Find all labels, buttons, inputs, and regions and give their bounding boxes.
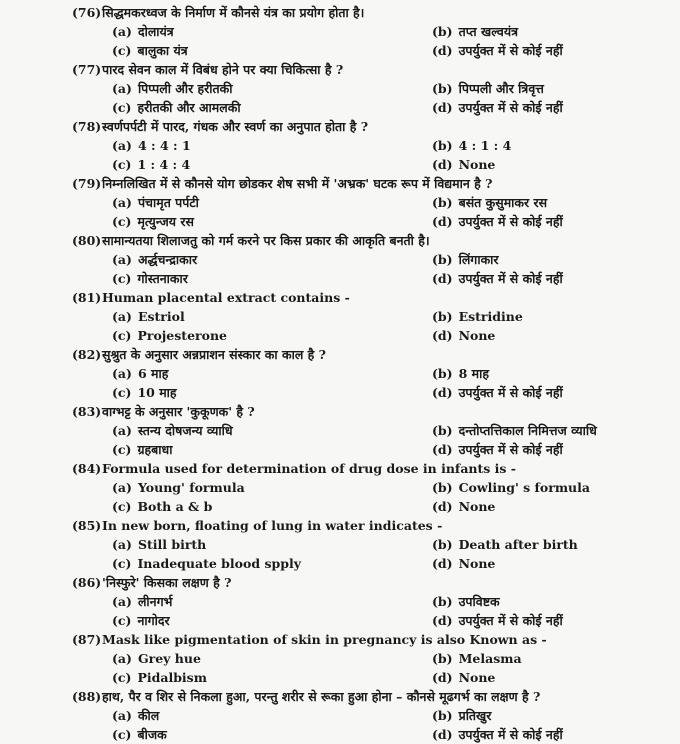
option-a [112, 364, 168, 383]
option-text: मृत्युन्जय रस [137, 214, 194, 229]
option-text: नागोदर [137, 613, 170, 628]
option-row [0, 497, 680, 516]
option-key: (b) [432, 423, 453, 438]
option-text: दन्तोप्तत्तिकाल निमित्तज व्याधि [458, 423, 597, 438]
option-a [112, 592, 172, 611]
question-text: हाथ, पैर व शिर से निकला हुआ, परन्तु शरीर से रूका हुआ होना – कौनसे मूढगर्भ का लक्षण है ? [102, 689, 541, 704]
option-text: उपर्युक्त में से कोई नहीं [458, 442, 563, 457]
option-c [112, 440, 172, 459]
option-key: (d) [432, 556, 453, 571]
option-key: (c) [112, 670, 132, 685]
option-d [432, 383, 563, 402]
option-d [432, 212, 563, 231]
question-stem [0, 288, 680, 307]
question-stem [0, 516, 680, 535]
question-text: स्वर्णपर्पटी में पारद, गंधक और स्वर्ण का अनुपात होता है ? [102, 119, 369, 134]
option-a [112, 193, 199, 212]
option-c [112, 269, 188, 288]
option-b [432, 250, 499, 269]
option-text: Inadequate blood spply [137, 556, 301, 571]
option-text: Still birth [137, 537, 207, 552]
option-row [0, 592, 680, 611]
option-a [112, 478, 245, 497]
option-row [0, 22, 680, 41]
option-text: कील [137, 708, 160, 723]
option-a [112, 22, 174, 41]
option-row [0, 364, 680, 383]
option-row [0, 668, 680, 687]
option-row [0, 725, 680, 744]
option-d [432, 269, 563, 288]
option-row [0, 383, 680, 402]
option-text: Both a & b [137, 499, 213, 514]
option-key: (d) [432, 100, 453, 115]
option-text: Young' formula [137, 480, 245, 495]
question-stem [0, 573, 680, 592]
option-d [432, 554, 495, 573]
question-stem [0, 117, 680, 136]
option-row [0, 611, 680, 630]
question-stem [0, 3, 680, 22]
option-c [112, 725, 167, 744]
option-b [432, 478, 590, 497]
option-text: उपर्युक्त में से कोई नहीं [458, 100, 563, 115]
question-number: (76) [72, 5, 102, 20]
question-number: (85) [72, 518, 102, 533]
option-d [432, 98, 563, 117]
option-text: None [458, 499, 496, 514]
question-text: पारद सेवन काल में विबंध होने पर क्या चिकित्सा है ? [102, 62, 344, 77]
option-key: (d) [432, 613, 453, 628]
option-b [432, 79, 544, 98]
option-text: पंचामृत पर्पटी [137, 195, 199, 210]
question-text: निम्नलिखित में से कौनसे योग छोडकर शेष सभी में 'अभ्रक' घटक रूप में विद्यमान है ? [102, 176, 493, 191]
question-text: सुश्रुत के अनुसार अन्नप्राशन संस्कार का काल है ? [102, 347, 326, 362]
option-key: (c) [112, 727, 132, 742]
option-key: (c) [112, 271, 132, 286]
option-key: (b) [432, 537, 453, 552]
option-text: उपर्युक्त में से कोई नहीं [458, 727, 563, 742]
option-key: (b) [432, 594, 453, 609]
option-key: (a) [112, 309, 132, 324]
option-row [0, 440, 680, 459]
question-87 [0, 630, 680, 687]
option-text: ग्रहबाधा [137, 442, 173, 457]
option-key: (a) [112, 195, 132, 210]
option-key: (b) [432, 24, 453, 39]
option-key: (b) [432, 81, 453, 96]
question-79 [0, 174, 680, 231]
option-key: (a) [112, 480, 132, 495]
question-77 [0, 60, 680, 117]
option-text: 4 : 4 : 1 [137, 138, 191, 153]
option-row [0, 649, 680, 668]
option-key: (c) [112, 613, 132, 628]
option-key: (b) [432, 708, 453, 723]
option-a [112, 307, 185, 326]
option-c [112, 668, 207, 687]
option-c [112, 554, 301, 573]
option-key: (a) [112, 252, 132, 267]
question-text: सिद्धमकरध्वज के निर्माण में कौनसे यंत्र का प्रयोग होता है। [102, 5, 365, 20]
option-row [0, 554, 680, 573]
question-88 [0, 687, 680, 744]
question-78 [0, 117, 680, 174]
option-b [432, 307, 523, 326]
option-c [112, 41, 188, 60]
option-key: (c) [112, 328, 132, 343]
option-c [112, 497, 212, 516]
option-row [0, 193, 680, 212]
option-d [432, 725, 563, 744]
option-b [432, 364, 489, 383]
option-key: (b) [432, 309, 453, 324]
option-text: बसंत कुसुमाकर रस [458, 195, 548, 210]
option-key: (b) [432, 651, 453, 666]
option-text: Cowling' s formula [458, 480, 590, 495]
option-key: (a) [112, 708, 132, 723]
option-key: (c) [112, 499, 132, 514]
option-key: (c) [112, 100, 132, 115]
option-key: (b) [432, 366, 453, 381]
option-c [112, 383, 177, 402]
option-a [112, 79, 233, 98]
option-key: (a) [112, 594, 132, 609]
option-d [432, 41, 563, 60]
question-number: (84) [72, 461, 102, 476]
option-d [432, 326, 495, 345]
option-row [0, 421, 680, 440]
option-c [112, 98, 241, 117]
option-key: (d) [432, 43, 453, 58]
question-number: (83) [72, 404, 102, 419]
question-82 [0, 345, 680, 402]
option-text: 1 : 4 : 4 [137, 157, 191, 172]
option-text: उपर्युक्त में से कोई नहीं [458, 43, 563, 58]
option-row [0, 136, 680, 155]
option-key: (a) [112, 537, 132, 552]
option-a [112, 706, 159, 725]
option-text: अर्द्धचन्द्राकार [137, 252, 198, 267]
option-text: 8 माह [458, 366, 489, 381]
option-row [0, 535, 680, 554]
option-a [112, 535, 206, 554]
option-row [0, 326, 680, 345]
option-key: (a) [112, 138, 132, 153]
option-b [432, 193, 547, 212]
option-key: (a) [112, 423, 132, 438]
option-text: लिंगाकार [458, 252, 499, 267]
option-row [0, 478, 680, 497]
option-key: (d) [432, 727, 453, 742]
option-row [0, 79, 680, 98]
question-text: 'निस्फुरे' किसका लक्षण है ? [102, 575, 232, 590]
option-key: (d) [432, 670, 453, 685]
option-text: 6 माह [137, 366, 169, 381]
option-b [432, 649, 522, 668]
option-d [432, 611, 563, 630]
option-key: (a) [112, 651, 132, 666]
option-d [432, 668, 495, 687]
question-stem [0, 687, 680, 706]
option-text: Pidalbism [137, 670, 207, 685]
option-text: गोस्तनाकार [137, 271, 188, 286]
option-key: (d) [432, 499, 453, 514]
option-key: (a) [112, 24, 132, 39]
option-b [432, 706, 491, 725]
option-row [0, 250, 680, 269]
question-text: वाग्भट्ट के अनुसार 'कुकूणक' है ? [102, 404, 255, 419]
option-text: Death after birth [458, 537, 578, 552]
option-key: (c) [112, 157, 132, 172]
option-text: Estridine [458, 309, 523, 324]
question-text: सामान्यतया शिलाजतु को गर्म करने पर किस प्रकार की आकृति बनती है। [102, 233, 430, 248]
option-b [432, 421, 597, 440]
option-c [112, 212, 194, 231]
question-stem [0, 345, 680, 364]
option-row [0, 269, 680, 288]
option-text: स्तन्य दोषजन्य व्याधि [137, 423, 233, 438]
question-76 [0, 3, 680, 60]
option-text: हरीतकी और आमलकी [137, 100, 241, 115]
question-80 [0, 231, 680, 288]
option-text: 10 माह [137, 385, 177, 400]
option-key: (b) [432, 252, 453, 267]
option-d [432, 440, 563, 459]
option-text: Melasma [458, 651, 522, 666]
option-key: (d) [432, 157, 453, 172]
option-key: (b) [432, 480, 453, 495]
question-number: (87) [72, 632, 102, 647]
option-text: None [458, 556, 496, 571]
option-text: उपर्युक्त में से कोई नहीं [458, 271, 563, 286]
option-b [432, 535, 578, 554]
question-list [0, 3, 680, 744]
option-key: (b) [432, 138, 453, 153]
question-text: Human placental extract contains - [102, 290, 350, 305]
option-text: पिप्पली और हरीतकी [137, 81, 233, 96]
option-c [112, 155, 190, 174]
question-stem [0, 231, 680, 250]
question-number: (79) [72, 176, 102, 191]
option-row [0, 98, 680, 117]
option-text: None [458, 670, 496, 685]
question-number: (81) [72, 290, 102, 305]
option-key: (d) [432, 442, 453, 457]
question-number: (88) [72, 689, 102, 704]
option-a [112, 649, 201, 668]
option-b [432, 592, 500, 611]
question-stem [0, 402, 680, 421]
option-key: (b) [432, 195, 453, 210]
question-number: (82) [72, 347, 102, 362]
option-b [432, 136, 511, 155]
option-text: 4 : 1 : 4 [458, 138, 512, 153]
question-86 [0, 573, 680, 630]
option-row [0, 212, 680, 231]
option-a [112, 421, 233, 440]
option-text: Estriol [137, 309, 185, 324]
question-number: (78) [72, 119, 102, 134]
option-text: Projesterone [137, 328, 227, 343]
option-key: (c) [112, 385, 132, 400]
option-text: लीनगर्भ [137, 594, 173, 609]
question-text: Mask like pigmentation of skin in pregnancy is also Known as - [102, 632, 547, 647]
option-text: Grey hue [137, 651, 201, 666]
option-text: उपर्युक्त में से कोई नहीं [458, 214, 563, 229]
option-row [0, 41, 680, 60]
option-d [432, 155, 495, 174]
option-a [112, 250, 197, 269]
question-stem [0, 60, 680, 79]
option-d [432, 497, 495, 516]
option-text: बालुका यंत्र [137, 43, 188, 58]
option-key: (c) [112, 214, 132, 229]
option-key: (c) [112, 43, 132, 58]
option-row [0, 155, 680, 174]
option-text: प्रतिखुर [458, 708, 492, 723]
option-row [0, 307, 680, 326]
question-stem [0, 174, 680, 193]
option-key: (a) [112, 366, 132, 381]
option-text: पिप्पली और त्रिवृत्त [458, 81, 544, 96]
option-key: (d) [432, 328, 453, 343]
option-row [0, 706, 680, 725]
option-key: (d) [432, 385, 453, 400]
option-c [112, 611, 170, 630]
question-81 [0, 288, 680, 345]
option-text: उपविष्टक [458, 594, 500, 609]
question-stem [0, 630, 680, 649]
option-key: (c) [112, 442, 132, 457]
question-83 [0, 402, 680, 459]
question-number: (77) [72, 62, 102, 77]
option-key: (d) [432, 214, 453, 229]
question-85 [0, 516, 680, 573]
option-c [112, 326, 227, 345]
option-key: (a) [112, 81, 132, 96]
question-text: Formula used for determination of drug dose in infants is - [102, 461, 516, 476]
option-key: (c) [112, 556, 132, 571]
option-key: (d) [432, 271, 453, 286]
option-text: None [458, 157, 496, 172]
option-text: उपर्युक्त में से कोई नहीं [458, 613, 563, 628]
option-text: दोलायंत्र [137, 24, 174, 39]
question-number: (86) [72, 575, 102, 590]
question-84 [0, 459, 680, 516]
option-text: बीजक [137, 727, 167, 742]
question-stem [0, 459, 680, 478]
option-b [432, 22, 518, 41]
option-text: तप्त खल्वयंत्र [458, 24, 518, 39]
question-number: (80) [72, 233, 102, 248]
option-text: None [458, 328, 496, 343]
option-text: उपर्युक्त में से कोई नहीं [458, 385, 563, 400]
question-text: In new born, floating of lung in water indicates - [102, 518, 443, 533]
option-a [112, 136, 191, 155]
